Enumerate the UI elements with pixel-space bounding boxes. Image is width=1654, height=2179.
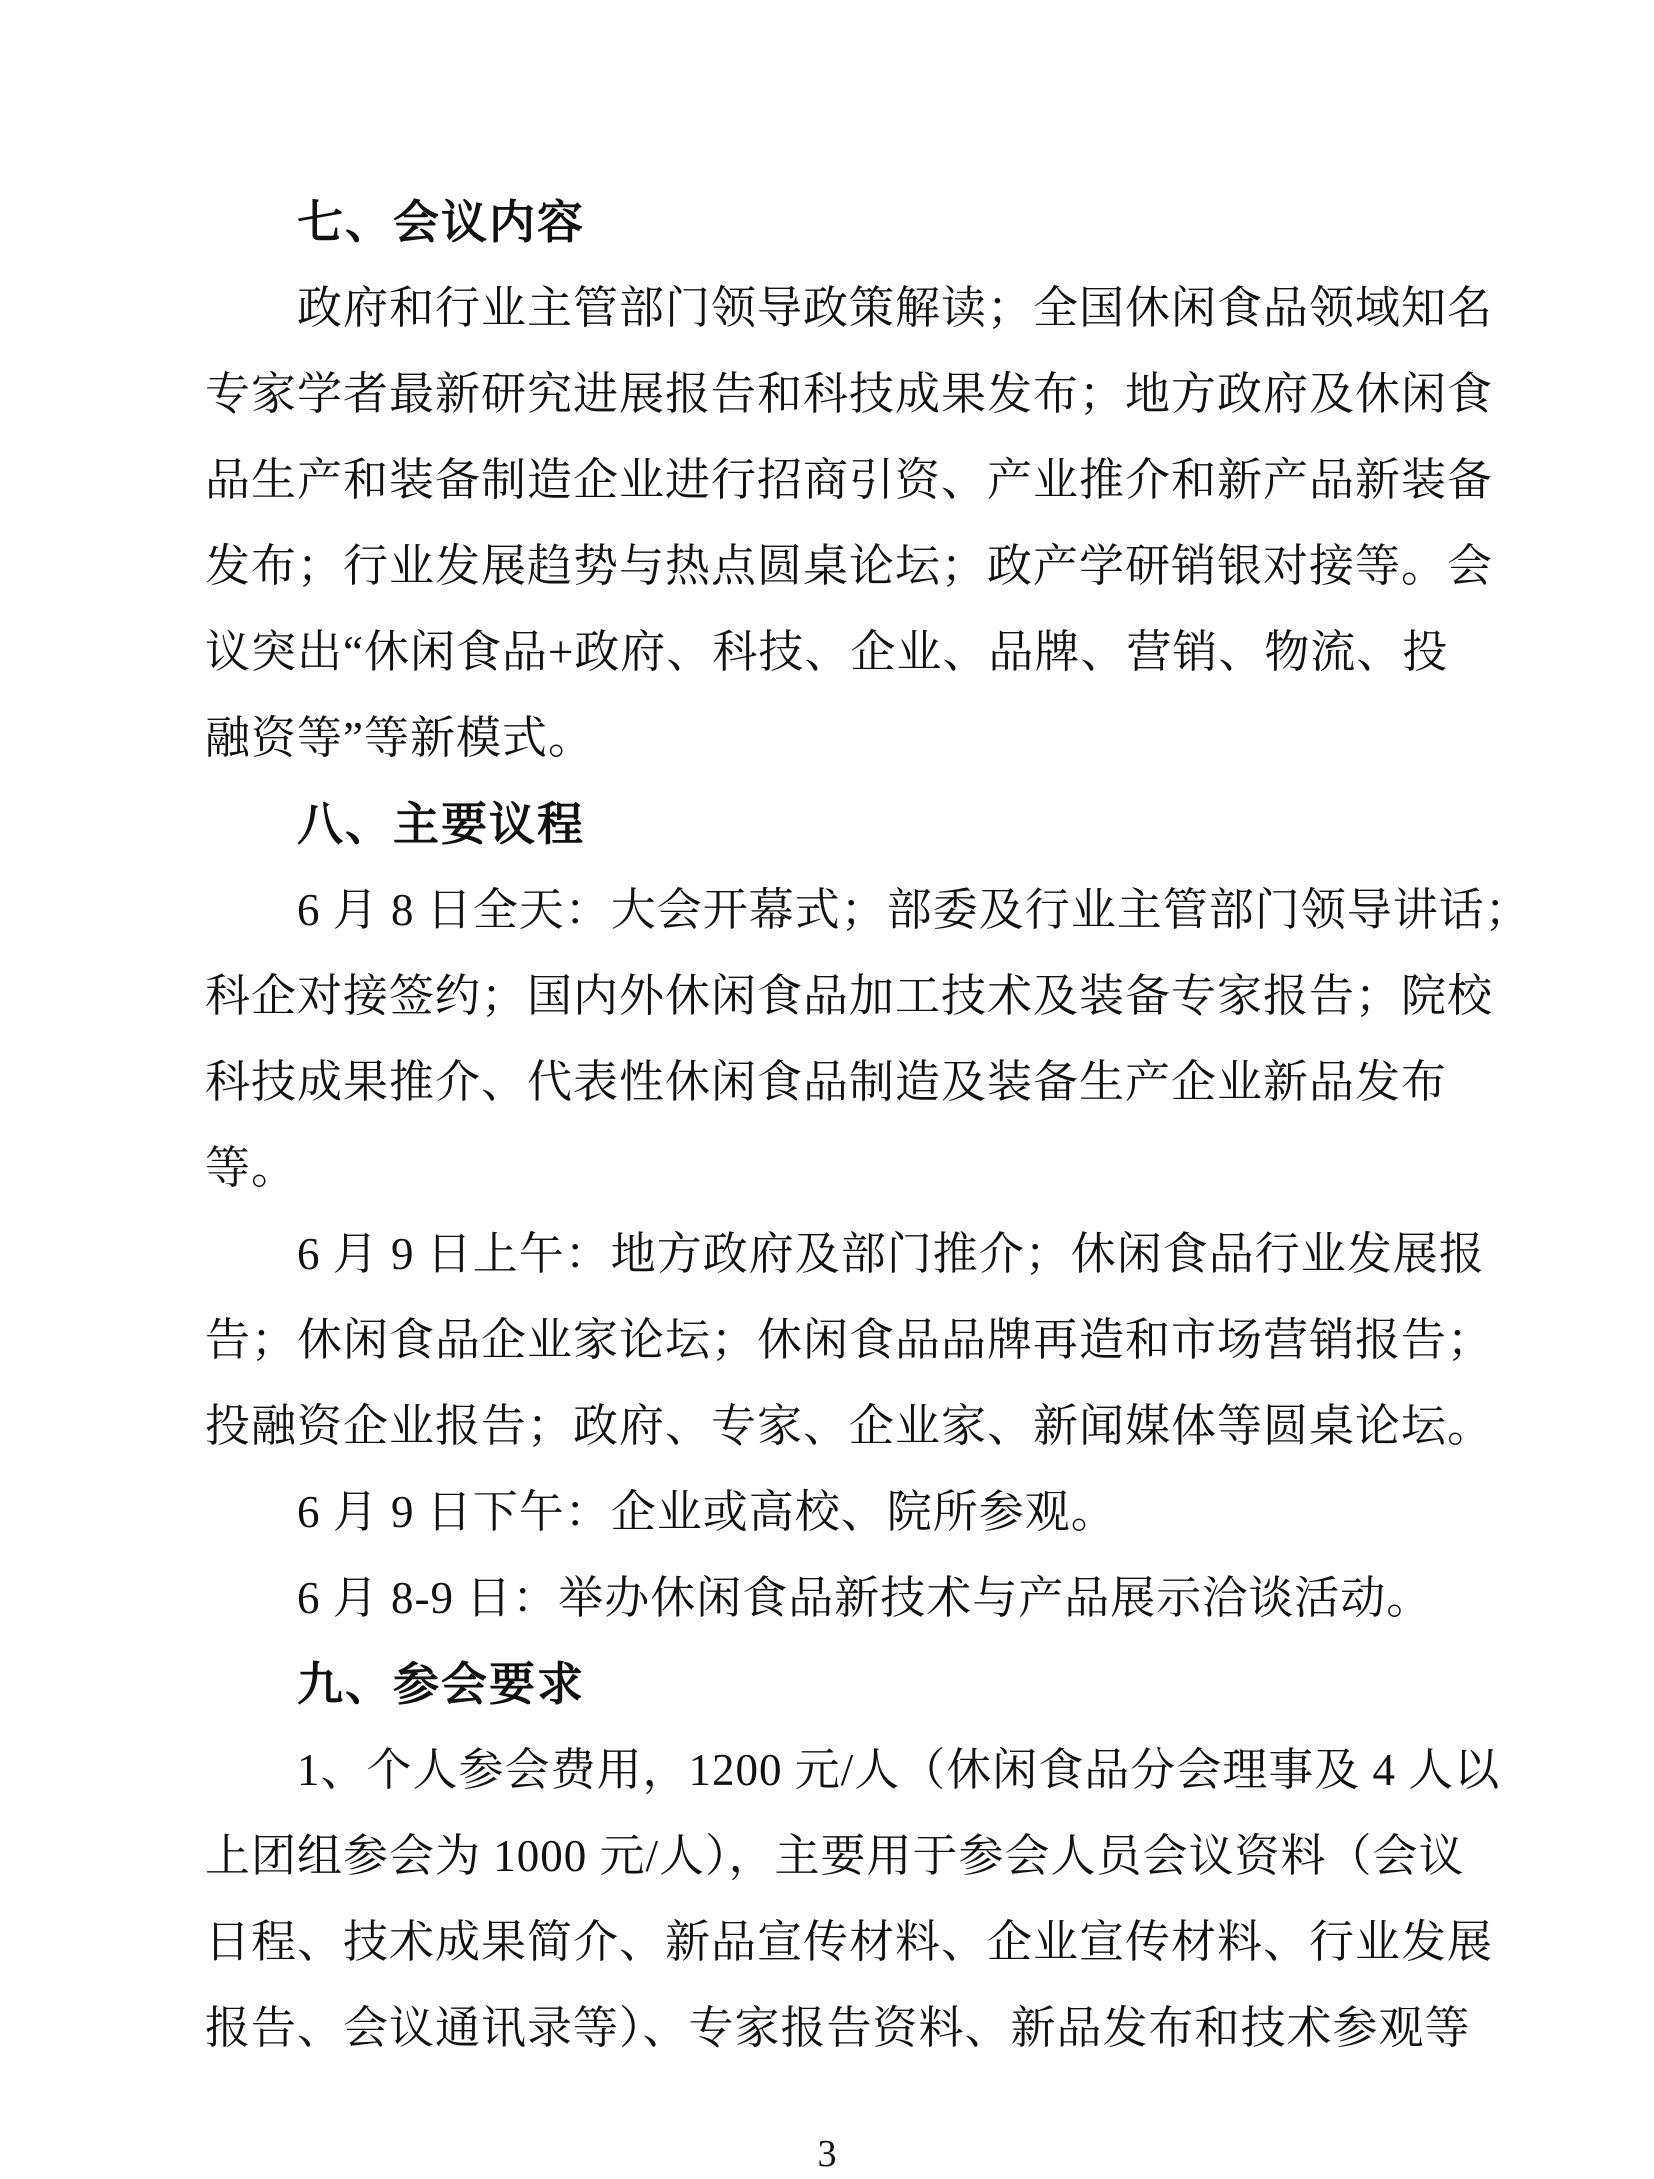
text-line: 融资等”等新模式。 <box>205 713 594 763</box>
text-line: 1、个人参会费用，1200 元/人（休闲食品分会理事及 4 人以 <box>297 1745 1501 1795</box>
text-line: 专家学者最新研究进展报告和科技成果发布；地方政府及休闲食 <box>205 369 1494 419</box>
text-line: 科技成果推介、代表性休闲食品制造及装备生产企业新品发布 <box>205 1057 1448 1107</box>
section-heading-meeting-content: 七、会议内容 <box>297 196 585 248</box>
text-line: 品生产和装备制造企业进行招商引资、产业推介和新产品新装备 <box>205 455 1494 505</box>
text-line: 告；休闲食品企业家论坛；休闲食品品牌再造和市场营销报告； <box>205 1315 1494 1365</box>
text-line: 议突出“休闲食品+政府、科技、企业、品牌、营销、物流、投 <box>205 627 1449 677</box>
text-line: 6 月 8-9 日：举办休闲食品新技术与产品展示洽谈活动。 <box>297 1573 1433 1623</box>
section-heading-attendance-requirements: 九、参会要求 <box>297 1658 585 1710</box>
text-line: 等。 <box>205 1143 298 1193</box>
text-line: 6 月 8 日全天：大会开幕式；部委及行业主管部门领导讲话； <box>297 885 1531 935</box>
text-line: 日程、技术成果简介、新品宣传材料、企业宣传材料、行业发展 <box>205 1917 1494 1967</box>
text-line: 6 月 9 日上午：地方政府及部门推介；休闲食品行业发展报 <box>297 1229 1485 1279</box>
document-body <box>205 179 1531 2071</box>
page-number: 3 <box>817 2133 837 2175</box>
text-line: 投融资企业报告；政府、专家、企业家、新闻媒体等圆桌论坛。 <box>205 1401 1494 1451</box>
text-line: 政府和行业主管部门领导政策解读；全国休闲食品领域知名 <box>297 283 1494 333</box>
text-line: 报告、会议通讯录等）、专家报告资料、新品发布和技术参观等 <box>205 2003 1471 2053</box>
text-line: 上团组参会为 1000 元/人），主要用于参会人员会议资料（会议 <box>205 1831 1465 1881</box>
text-line: 科企对接签约；国内外休闲食品加工技术及装备专家报告；院校 <box>205 971 1494 1021</box>
section-heading-main-agenda: 八、主要议程 <box>297 798 585 850</box>
text-line: 发布；行业发展趋势与热点圆桌论坛；政产学研销银对接等。会 <box>205 541 1494 591</box>
text-line: 6 月 9 日下午：企业或高校、院所参观。 <box>297 1487 1117 1537</box>
